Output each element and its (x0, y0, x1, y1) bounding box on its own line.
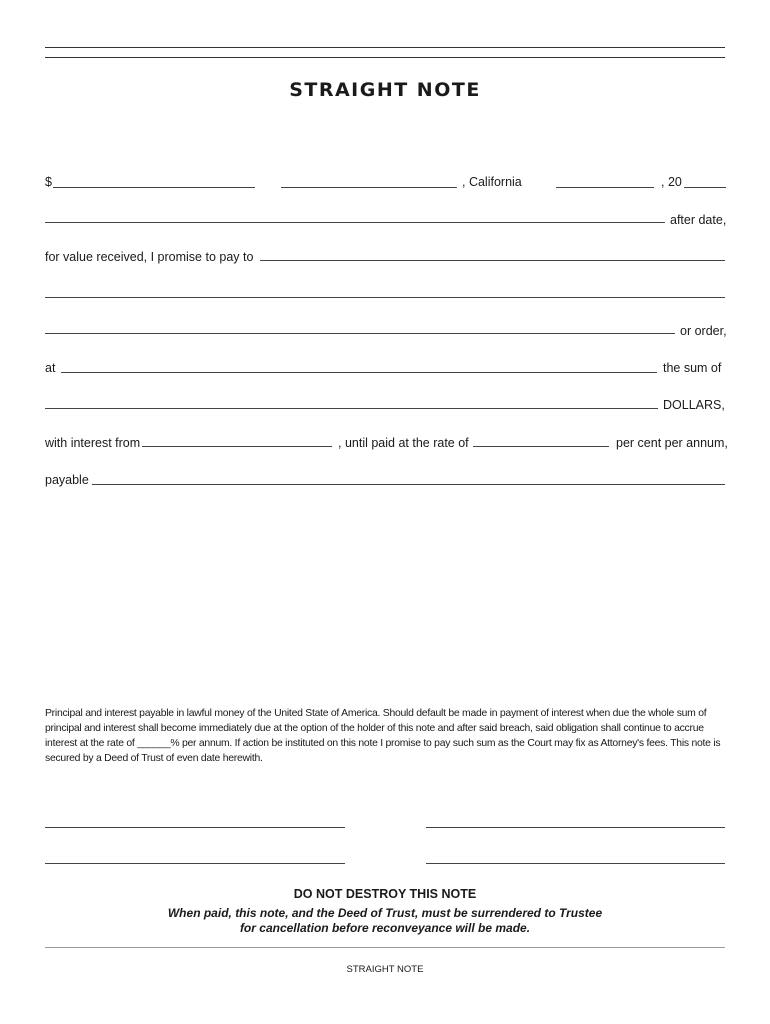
terms-paragraph: Principal and interest payable in lawful money of the United State of America. Should default be made in payment of interest when due the whole sum of principal and interest shall become immediately due at the option of the holder of this note and after said breach, said obligation shall continue to accrue interest at the rate of ______% per annum. If action be instituted on this note I promise to pay such sum as the Court may fix as Attorney's fees. This note is secured by a Deed of Trust of even date herewith. (45, 708, 721, 764)
signature-line-left-2[interactable] (45, 863, 345, 864)
signature-line-left-1[interactable] (45, 827, 345, 828)
top-rule-1 (45, 47, 725, 48)
or-order-label: or order, (680, 324, 727, 338)
payable-label: payable (45, 473, 89, 487)
payment-location-field[interactable] (61, 372, 657, 373)
at-label: at (45, 361, 56, 375)
california-label: , California (462, 175, 522, 189)
payee-field-3[interactable] (45, 333, 675, 334)
date-field[interactable] (556, 187, 654, 188)
the-sum-of-label: the sum of (663, 361, 722, 375)
promise-to-pay-label: for value received, I promise to pay to (45, 250, 254, 264)
form-name-footer: STRAIGHT NOTE (346, 964, 424, 975)
dollars-label: DOLLARS, (663, 398, 725, 412)
dollar-sign-label: $ (45, 175, 52, 189)
payee-field-2[interactable] (45, 297, 725, 298)
do-not-destroy-warning: DO NOT DESTROY THIS NOTE (293, 887, 477, 901)
footer-rule (45, 947, 725, 948)
top-rule-2 (45, 57, 725, 58)
year-field[interactable] (684, 187, 726, 188)
per-cent-label: per cent per annum, (616, 436, 728, 450)
signature-line-right-2[interactable] (426, 863, 725, 864)
page-title: STRAIGHT NOTE (289, 79, 481, 101)
amount-in-words-field[interactable] (45, 408, 658, 409)
interest-from-field[interactable] (142, 446, 332, 447)
until-paid-label: , until paid at the rate of (338, 436, 469, 450)
term-field[interactable] (45, 222, 665, 223)
signature-line-right-1[interactable] (426, 827, 725, 828)
after-date-label: after date, (670, 213, 727, 227)
with-interest-from-label: with interest from (45, 436, 141, 450)
city-field[interactable] (281, 187, 457, 188)
interest-rate-field[interactable] (473, 446, 609, 447)
surrender-instructions: When paid, this note, and the Deed of Trust, must be surrendered to Trustee for cancellation before reconveyance will be made. (167, 906, 603, 935)
amount-field[interactable] (53, 187, 255, 188)
year-prefix-label: , 20 (661, 175, 682, 189)
payable-terms-field[interactable] (92, 484, 725, 485)
payee-field-1[interactable] (260, 260, 725, 261)
